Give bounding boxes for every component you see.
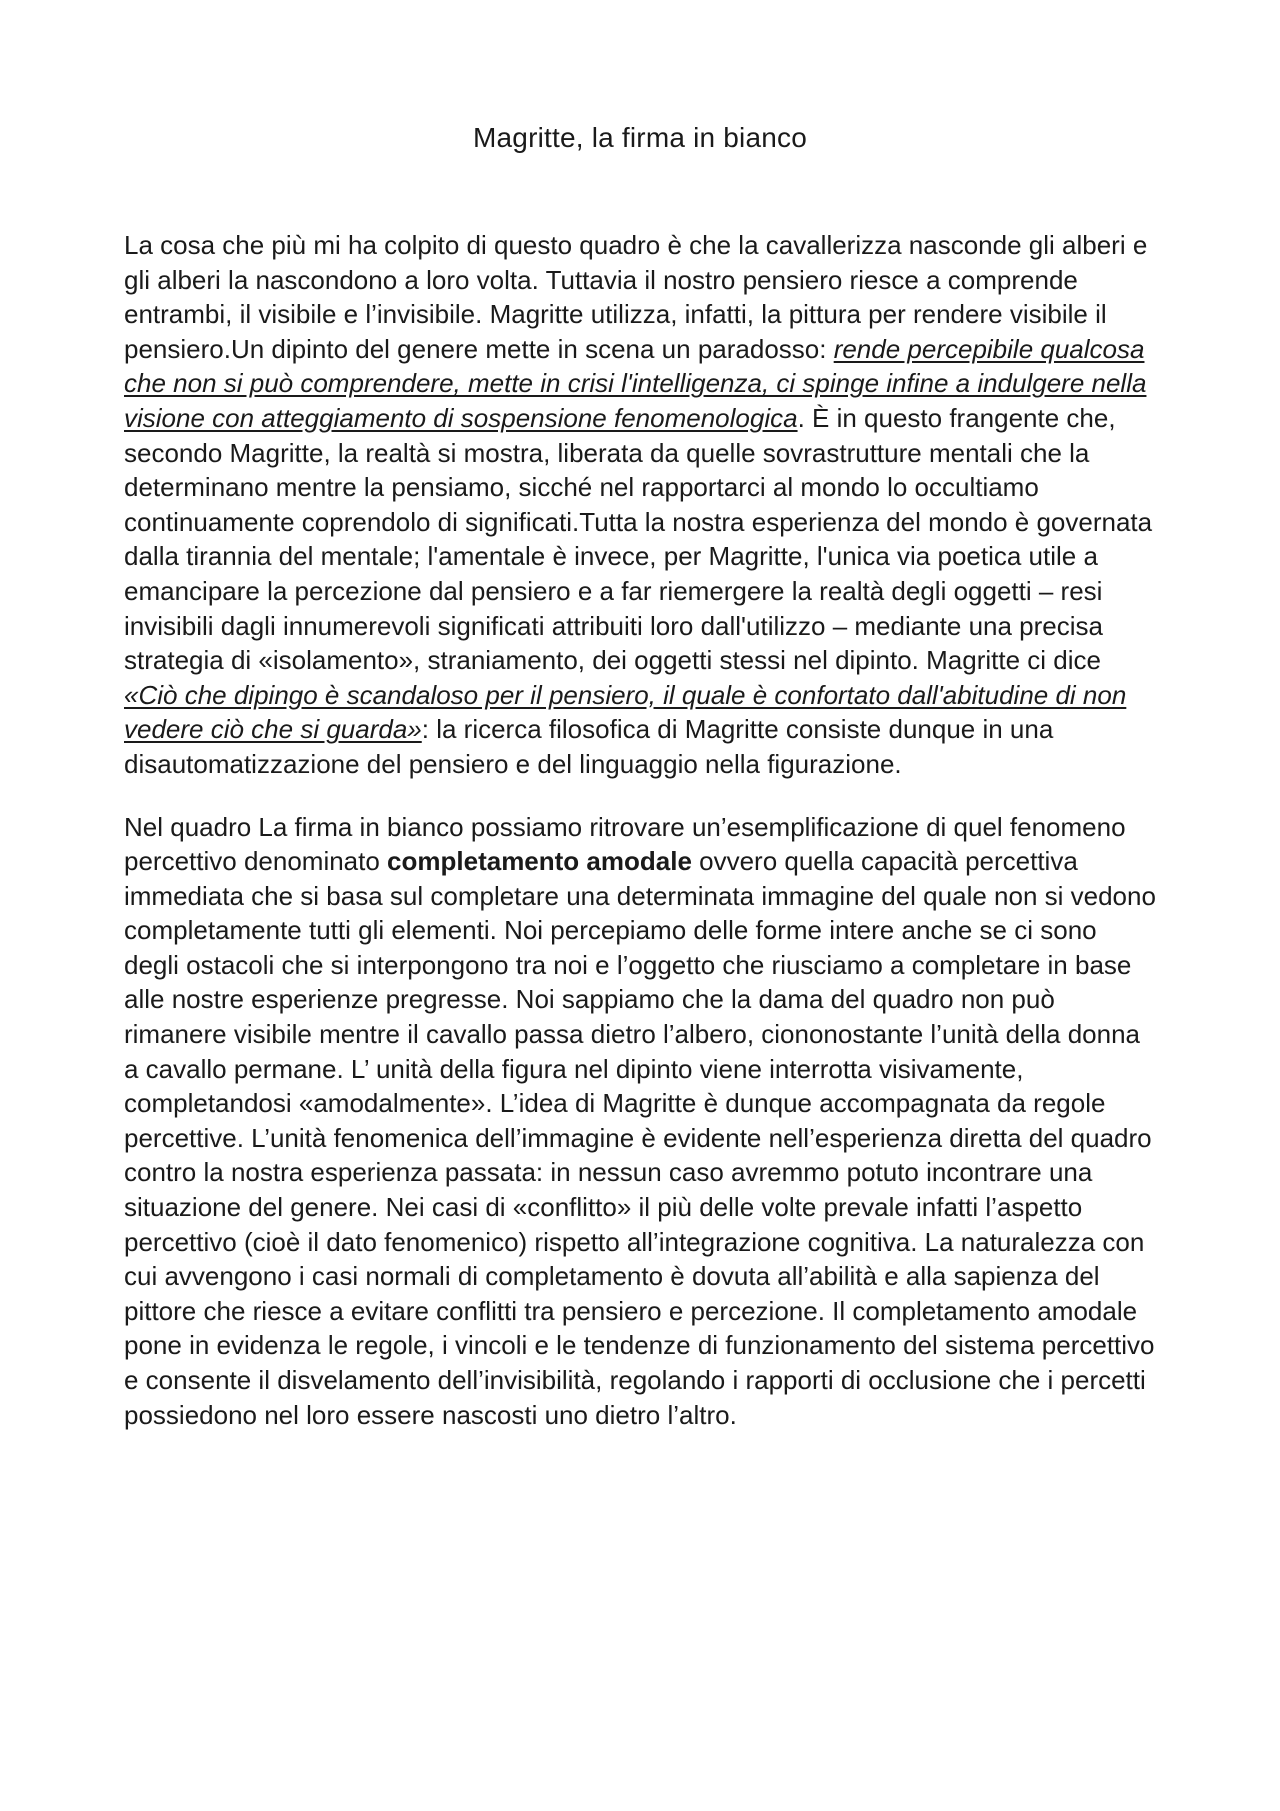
paragraph-1-text-b: . È in questo frangente che, secondo Magritte, la realtà si mostra, liberata da quelle sovrastrutture mentali che la determinano mentre la pensiamo, sicché nel rapportarci al mondo lo occultiamo continuamente coprendolo di significati.Tutta la nostra esperienza del mondo è governata dalla tirannia del mentale; l'amentale è invece, per Magritte, l'unica via poetica utile a emancipare la percezione dal pensiero e a far riemergere la realtà degli oggetti – resi invisibili dagli innumerevoli significati attribuiti loro dall'utilizzo – mediante una precisa strategia di «isolamento», straniamento, dei oggetti stessi nel dipinto. Magritte ci dice [124,402,1153,676]
paragraph-1 [124,228,1156,782]
document-title: Magritte, la firma in bianco [473,122,807,153]
bold-term: completamento amodale [387,846,692,877]
paragraph-2-text-a: Nel quadro La firma in bianco possiamo ritrovare un’esemplificazione di quel fenomeno percettivo denominato [124,811,1126,877]
underlined-quote-1: rende percepibile qualcosa che non si può comprendere, mette in crisi l'intelligenza, ci spinge infine a indulgere nella visione con atteggiamento di sospensione fenomenologica [124,333,1147,433]
paragraph-2 [124,810,1156,1433]
paragraph-1-text-c: : la ricerca filosofica di Magritte consiste dunque in una disautomatizzazione del pensiero e del linguaggio nella figurazione. [124,714,1054,779]
paragraph-2-text-b: ovvero quella capacità percettiva immediata che si basa sul completare una determinata immagine del quale non si vedono completamente tutti gli elementi. Noi percepiamo delle forme intere anche se ci sono degli ostacoli che si interpongono tra noi e l’oggetto che riusciamo a completare in base alle nostre esperienze pregresse. Noi sappiamo che la dama del quadro non può rimanere visibile mentre il cavallo passa dietro l’albero, ciononostante l’unità della donna a cavallo permane. L’ unità della figura nel dipinto viene interrotta visivamente, completandosi «amodalmente». L’idea di Magritte è dunque accompagnata da regole percettive. L’unità fenomenica dell’immagine è evidente nell’esperienza diretta del quadro contro la nostra esperienza passata: in nessun caso avremmo potuto incontrare una situazione del genere. Nei casi di «conflitto» il più delle volte prevale infatti l’aspetto percettivo (cioè il dato fenomenico) rispetto all’integrazione cognitiva. La naturalezza con cui avvengono i casi normali di completamento è dovuta all’abilità e alla sapienza del pittore che riesce a evitare conflitti tra pensiero e percezione. Il completamento amodale pone in evidenza le regole, i vincoli e le tendenze di funzionamento del sistema percettivo e consente il disvelamento dell’invisibilità, regolando i rapporti di occlusione che i percetti possiedono nel loro essere nascosti uno dietro l’altro. [124,846,1156,1430]
underlined-quote-2: «Ciò che dipingo è scandaloso per il pensiero, il quale è confortato dall'abitudine di non vedere ciò che si guarda» [124,679,1127,745]
paragraph-1-text-a: La cosa che più mi ha colpito di questo quadro è che la cavallerizza nasconde gli alberi e gli alberi la nascondono a loro volta. Tuttavia il nostro pensiero riesce a comprende entrambi, il visibile e l’invisibile. Magritte utilizza, infatti, la pittura per rendere visibile il pensiero.Un dipinto del genere mette in scena un paradosso: [124,230,1148,364]
